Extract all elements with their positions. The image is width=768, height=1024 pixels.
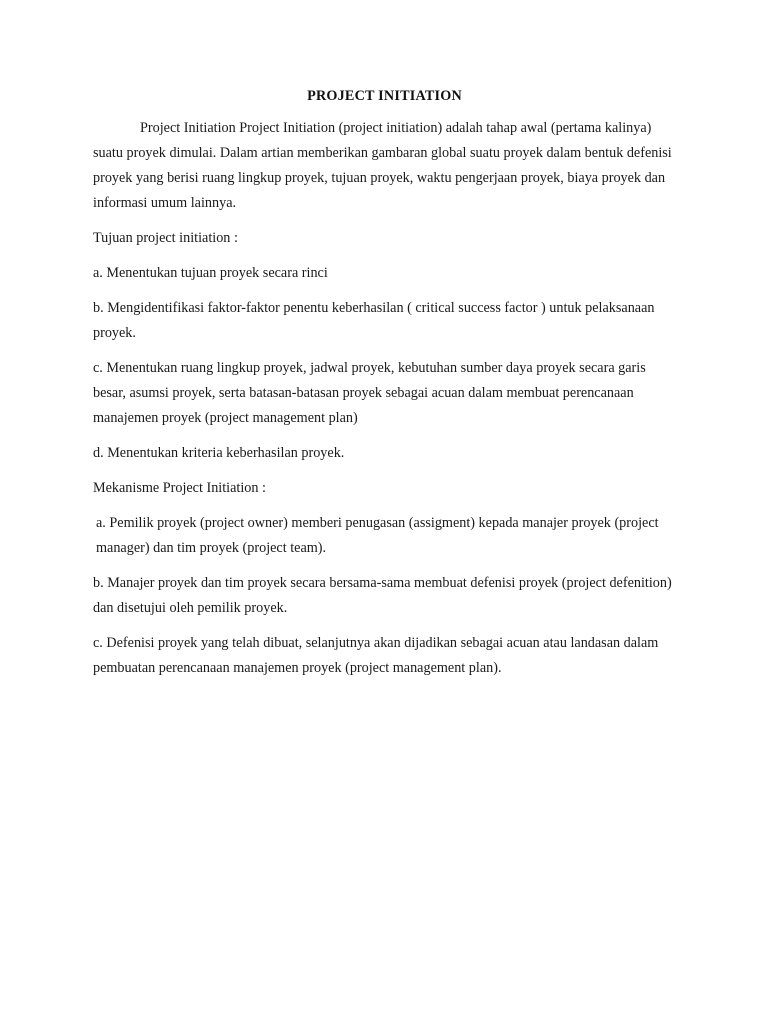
tujuan-item-d: d. Menentukan kriteria keberhasilan proyek.: [93, 445, 345, 461]
tujuan-item-a: a. Menentukan tujuan proyek secara rinci: [93, 265, 328, 281]
mekanisme-heading: Mekanisme Project Initiation :: [93, 480, 266, 496]
tujuan-heading: Tujuan project initiation :: [93, 230, 238, 246]
tujuan-item-c: c. Menentukan ruang lingkup proyek, jadwal proyek, kebutuhan sumber daya proyek secara garis besar, asumsi proyek, serta batasan-batasan proyek sebagai acuan dalam membuat perencanaan manajemen proyek (project management plan): [93, 360, 646, 426]
mekanisme-item-c: c. Defenisi proyek yang telah dibuat, selanjutnya akan dijadikan sebagai acuan atau landasan dalam pembuatan perencanaan manajemen proyek (project management plan).: [93, 635, 659, 676]
mekanisme-item-a: a. Pemilik proyek (project owner) memberi penugasan (assigment) kepada manajer proyek (project manager) dan tim proyek (project team).: [96, 515, 659, 556]
mekanisme-item-b: b. Manajer proyek dan tim proyek secara bersama-sama membuat defenisi proyek (project defenition) dan disetujui oleh pemilik proyek.: [93, 575, 672, 616]
intro-paragraph: Project Initiation Project Initiation (project initiation) adalah tahap awal (pertama kalinya) suatu proyek dimulai. Dalam artian memberikan gambaran global suatu proyek dalam bentuk defenisi proyek yang berisi ruang lingkup proyek, tujuan proyek, waktu pengerjaan proyek, biaya proyek dan informasi umum lainnya.: [93, 120, 672, 211]
tujuan-item-b: b. Mengidentifikasi faktor-faktor penentu keberhasilan ( critical success factor ) untuk pelaksanaan proyek.: [93, 300, 655, 341]
document-title: PROJECT INITIATION: [307, 88, 462, 104]
